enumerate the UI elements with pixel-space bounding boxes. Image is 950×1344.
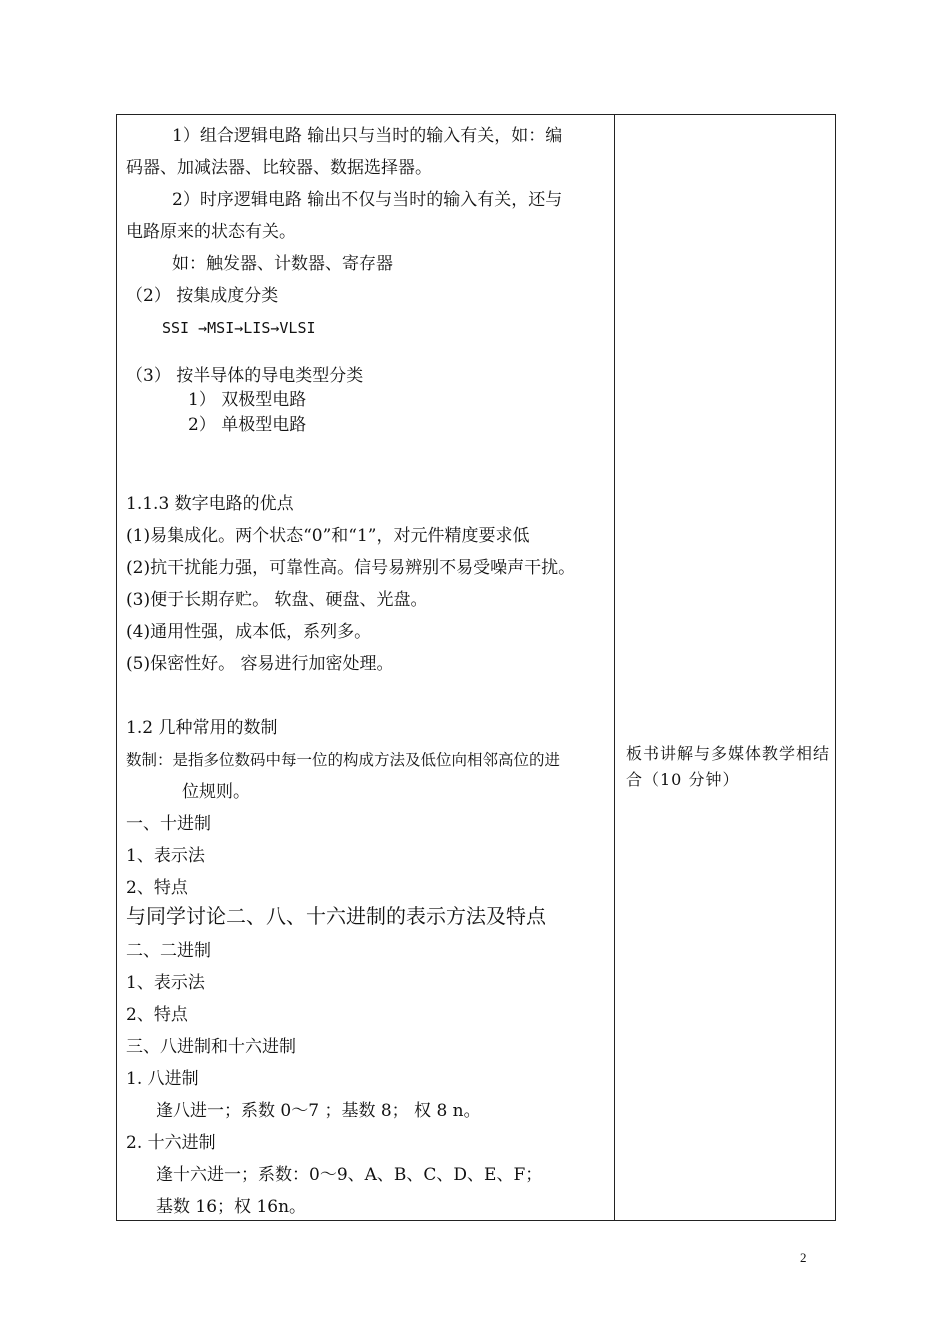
text-line: 数制：是指多位数码中每一位的构成方法及低位向相邻高位的进: [126, 751, 561, 769]
text-line: (2)抗干扰能力强，可靠性高。信号易辨别不易受噪声干扰。: [126, 558, 576, 578]
text-line: 如：触发器、计数器、寄存器: [172, 254, 393, 274]
page-number: 2: [800, 1250, 807, 1265]
text-line: 1） 双极型电路: [188, 390, 307, 410]
text-line: 2、特点: [126, 878, 188, 898]
column-divider: [614, 114, 615, 1221]
teaching-method-note: 板书讲解与多媒体教学相结合（10 分钟）: [626, 744, 831, 789]
text-line: 2. 十六进制: [126, 1133, 216, 1153]
text-line: 2、特点: [126, 1005, 188, 1025]
text-line: 位规则。: [182, 782, 250, 802]
text-line: 一、十进制: [126, 814, 211, 834]
text-line: 电路原来的状态有关。: [126, 222, 296, 242]
section-heading: 1.2 几种常用的数制: [126, 718, 278, 738]
text-line: 1. 八进制: [126, 1069, 199, 1089]
text-line: 1）组合逻辑电路 输出只与当时的输入有关，如：编: [172, 126, 563, 146]
text-line: 逢十六进一；系数：0～9、A、B、C、D、E、F；: [156, 1165, 543, 1185]
text-line: 2）时序逻辑电路 输出不仅与当时的输入有关，还与: [172, 190, 563, 210]
text-line: SSI →MSI→LIS→VLSI: [162, 319, 316, 337]
text-line: (4)通用性强，成本低，系列多。: [126, 622, 372, 642]
text-line: （3） 按半导体的导电类型分类: [126, 366, 364, 386]
text-line: 二、二进制: [126, 941, 211, 961]
discussion-line: 与同学讨论二、八、十六进制的表示方法及特点: [126, 904, 546, 928]
text-line: （2） 按集成度分类: [126, 286, 279, 306]
section-heading: 1.1.3 数字电路的优点: [126, 494, 294, 514]
text-line: 三、八进制和十六进制: [126, 1037, 296, 1057]
text-line: 2） 单极型电路: [188, 415, 307, 435]
text-line: 基数 16；权 16n。: [156, 1197, 307, 1217]
text-line: 1、表示法: [126, 973, 205, 993]
text-line: (3)便于长期存贮。 软盘、硬盘、光盘。: [126, 590, 428, 610]
text-line: 1、表示法: [126, 846, 205, 866]
text-line: 逢八进一；系数 0～7 ；基数 8； 权 8 n。: [156, 1101, 481, 1121]
text-line: (5)保密性好。 容易进行加密处理。: [126, 654, 394, 674]
text-line: 码器、加减法器、比较器、数据选择器。: [126, 158, 432, 178]
text-line: (1)易集成化。两个状态“0”和“1”，对元件精度要求低: [126, 526, 530, 546]
